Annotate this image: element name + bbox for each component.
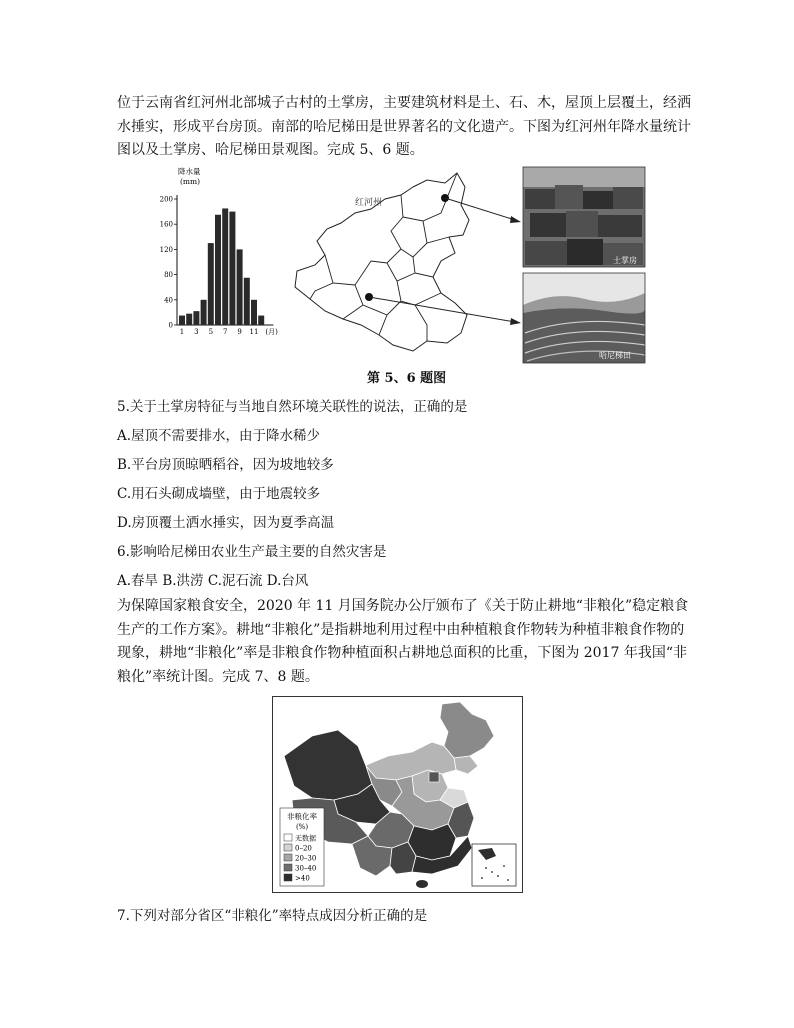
question-5-stem: 5.关于土掌房特征与当地自然环境关联性的说法，正确的是 [117, 399, 468, 415]
legend-swatch [284, 834, 292, 841]
photo-hani-terraces [523, 273, 645, 363]
region-beijing-tianjin [429, 772, 439, 782]
bar-month-10 [244, 278, 250, 325]
legend-swatch [284, 844, 292, 851]
intro-paragraph-q7-8: 为保障国家粮食安全，2020 年 11 月国务院办公厅颁布了《关于防止耕地“非粮化”稳定粮食生产的工作方案》。耕地“非粮化”是指耕地利用过程中由种植粮食作物转为种植非粮食作物的现象，耕地“非粮化”率是非粮食作物种植面积占耕地总面积的比重，下图为 2017 年我国“非粮化”率统计图。完成 7、8 题。 [117, 598, 689, 685]
x-tick-label: 7 [222, 328, 228, 336]
x-tick-label: 1 [179, 328, 185, 336]
intro-paragraph-q5-6: 位于云南省红河州北部城子古村的土掌房，主要建筑材料是土、石、木，屋顶上层覆土，经洒水捶实，形成平台房顶。南部的哈尼梯田是世界著名的文化遗产。下图为红河州年降水量统计图以及土掌房、哈尼梯田景观图。完成 5、6 题。 [117, 95, 691, 158]
legend-swatch [284, 874, 292, 881]
y-tick-label: 80 [164, 271, 173, 280]
legend-label: 20–30 [295, 854, 317, 863]
y-tick-label: 0 [168, 321, 173, 330]
precipitation-bar-chart [160, 166, 279, 336]
question-6-stem: 6.影响哈尼梯田农业生产最主要的自然灾害是 [117, 544, 387, 560]
arrowhead-bottom [510, 318, 521, 325]
y-tick-label: 160 [159, 220, 173, 229]
y-axis-title: 降水量 [178, 167, 201, 176]
legend-title: 非粮化率 [287, 812, 317, 821]
bar-month-11 [251, 300, 257, 325]
x-tick-label: 9 [237, 328, 242, 336]
x-axis-title: (月) [265, 328, 278, 336]
y-axis-unit: (mm) [180, 177, 201, 186]
legend-label: 0–20 [295, 844, 312, 853]
question-5-option-b: B.平台房顶晾晒稻谷，因为坡地较多 [117, 457, 334, 473]
bar-month-9 [237, 249, 243, 325]
x-tick-label: 11 [249, 328, 259, 336]
question-6-options: A.春旱 B.洪涝 C.泥石流 D.台风 [117, 573, 309, 589]
y-tick-label: 200 [159, 195, 173, 204]
region-hainan [416, 880, 428, 888]
photo-tuzhangfang [523, 167, 645, 267]
figure-q7-8-china-map [272, 696, 524, 894]
bar-month-6 [215, 215, 221, 325]
y-tick-label: 120 [159, 245, 173, 254]
legend-label: 30–40 [295, 864, 317, 873]
legend-label: 无数据 [295, 834, 316, 843]
arrowhead-top [510, 216, 521, 223]
bar-month-5 [208, 243, 214, 325]
map-legend [280, 808, 324, 886]
bar-month-4 [201, 300, 207, 325]
legend-swatch [284, 854, 292, 861]
bar-month-1 [179, 316, 185, 325]
photo-label-tuzhangfang: 土掌房 [613, 256, 637, 265]
bar-month-8 [229, 212, 235, 325]
bar-month-12 [258, 316, 264, 325]
y-tick-label: 40 [164, 296, 173, 305]
figure-caption-q5-6: 第 5、6 题图 [367, 371, 447, 386]
photo-label-hani-terraces: 哈尼梯田 [599, 351, 631, 360]
legend-unit: (%) [295, 823, 309, 831]
bar-month-7 [222, 208, 228, 325]
question-5-option-a: A.屋顶不需要排水，由于降水稀少 [117, 428, 321, 444]
legend-label: >40 [295, 874, 310, 883]
map-label-honghe: 红河州 [355, 198, 383, 208]
bar-month-2 [186, 314, 192, 325]
x-tick-label: 3 [194, 328, 199, 336]
figure-q5-6 [159, 165, 650, 370]
bar-month-3 [193, 311, 199, 325]
question-7-stem: 7.下列对部分省区“非粮化”率特点成因分析正确的是 [117, 908, 428, 924]
question-5-option-c: C.用石头砌成墙壁，由于地震较多 [117, 486, 321, 502]
question-5-option-d: D.房顶覆土洒水捶实，因为夏季高温 [117, 515, 335, 531]
legend-swatch [284, 864, 292, 871]
x-tick-label: 5 [208, 328, 214, 336]
